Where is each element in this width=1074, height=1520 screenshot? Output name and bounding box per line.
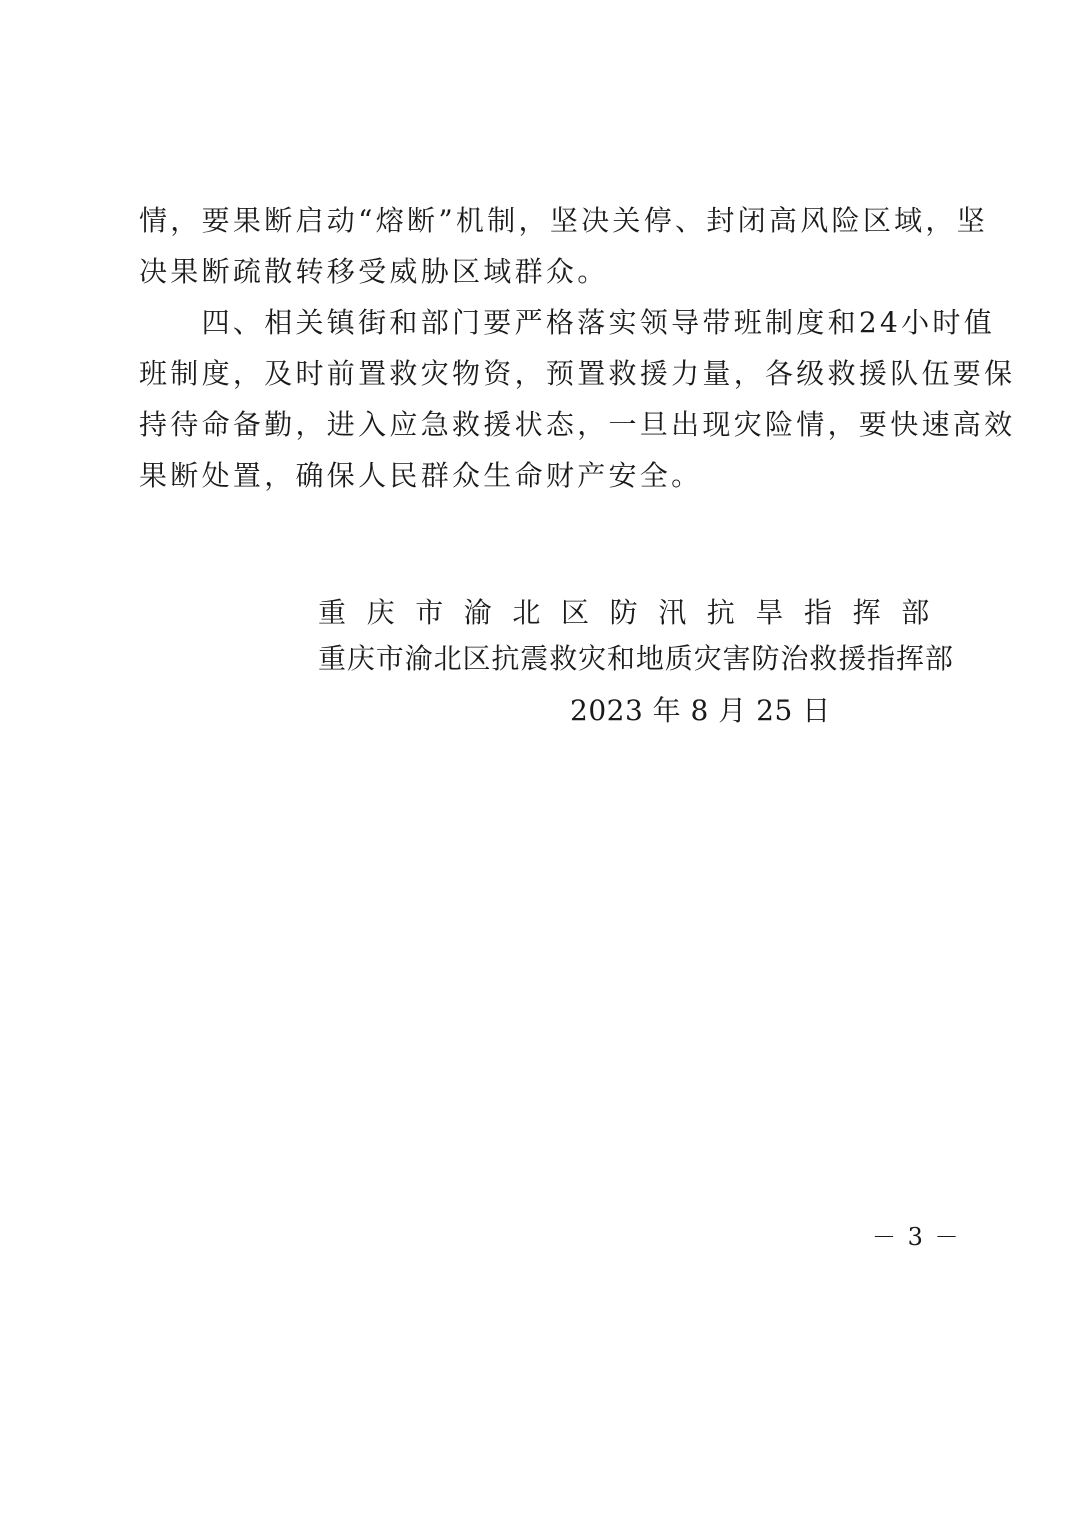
page-number: － 3 － <box>872 1223 961 1251</box>
signature-org-2: 重庆市渝北区抗震救灾和地质灾害防治救援指挥部 <box>318 642 954 675</box>
body-line-6: 果断处置，确保人民群众生命财产安全。 <box>139 459 703 492</box>
body-line-4: 班制度，及时前置救灾物资，预置救援力量，各级救援队伍要保 <box>139 357 1016 390</box>
body-line-5: 持待命备勤，进入应急救援状态，一旦出现灾险情，要快速高效 <box>139 408 1016 441</box>
body-line-3: 四、相关镇街和部门要严格落实领导带班制度和24小时值 <box>139 306 996 339</box>
signature-date: 2023 年 8 月 25 日 <box>570 694 831 727</box>
signature-org-1: 重庆市渝北区防汛抗旱指挥部 <box>318 596 950 629</box>
body-line-1: 情，要果断启动“熔断”机制，坚决关停、封闭高风险区域，坚 <box>139 204 989 237</box>
body-line-2: 决果断疏散转移受威胁区域群众。 <box>139 255 609 288</box>
